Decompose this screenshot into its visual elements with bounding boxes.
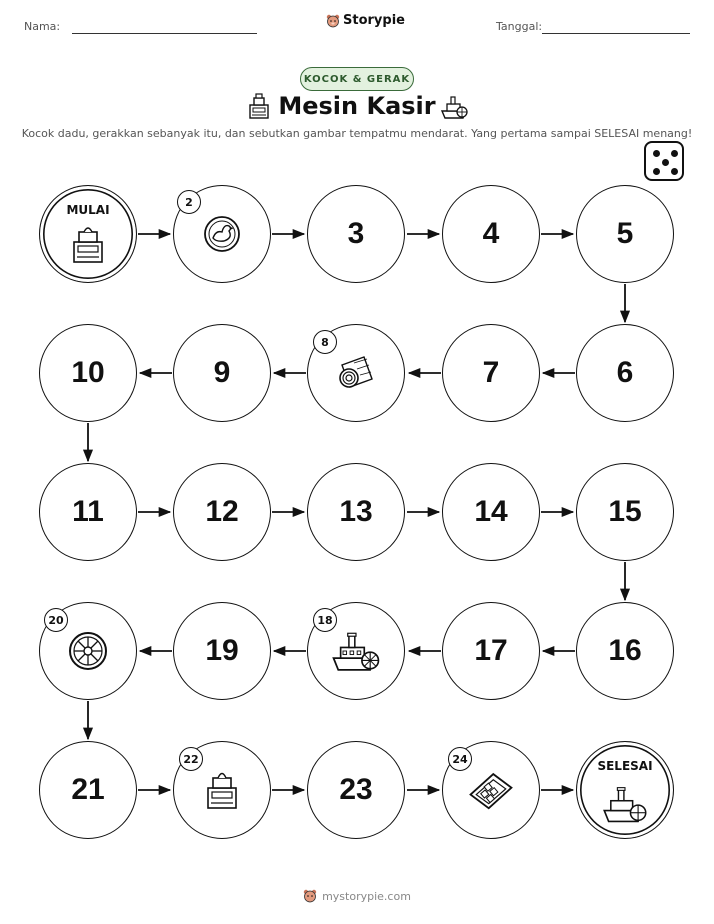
- space-number: 10: [71, 356, 105, 389]
- board-space-5: [576, 185, 674, 283]
- board-space-16: [576, 602, 674, 700]
- board-space-19: [173, 602, 271, 700]
- space-number-badge: 20: [44, 608, 68, 632]
- board-space-10: [39, 324, 137, 422]
- cash-register-icon: [200, 768, 244, 812]
- space-number: 23: [339, 773, 373, 806]
- space-number: 19: [205, 634, 239, 667]
- finish-label: SELESAI: [597, 759, 653, 773]
- activity-badge: KOCOK & GERAK: [300, 67, 414, 91]
- board-space-7: [442, 324, 540, 422]
- steamboat-icon: [601, 780, 649, 828]
- board-space-4: [442, 185, 540, 283]
- space-number: 3: [347, 217, 365, 250]
- space-number-badge: 18: [313, 608, 337, 632]
- name-label: Nama:: [24, 20, 61, 33]
- space-number: 9: [213, 356, 231, 389]
- space-number-badge: 22: [179, 747, 203, 771]
- start-label: MULAI: [66, 203, 110, 217]
- space-number: 16: [608, 634, 642, 667]
- board-space-21: [39, 741, 137, 839]
- board-space-12: [173, 463, 271, 561]
- board-space-6: [576, 324, 674, 422]
- bear-icon: [303, 889, 317, 903]
- page-title: Mesin Kasir: [278, 92, 436, 120]
- board-space-9: [173, 324, 271, 422]
- space-number: 6: [616, 356, 634, 389]
- footer-url[interactable]: mystorypie.com: [322, 889, 411, 903]
- money-tray-icon: [466, 765, 516, 815]
- board-space-15: [576, 463, 674, 561]
- space-number: 15: [608, 495, 642, 528]
- space-number: 21: [71, 773, 105, 806]
- space-number: 11: [72, 495, 104, 528]
- board-space-17: [442, 602, 540, 700]
- space-number: 7: [482, 356, 500, 389]
- space-number-badge: 8: [313, 330, 337, 354]
- instructions: Kocok dadu, gerakkan sebanyak itu, dan sebutkan gambar tempatmu mendarat. Yang pertama sampai SELESAI menang!: [21, 127, 693, 140]
- board-space-3: [307, 185, 405, 283]
- board-space-11: [39, 463, 137, 561]
- steamboat-icon: [330, 625, 382, 677]
- space-number: 4: [482, 217, 500, 250]
- wheel-icon: [66, 629, 110, 673]
- space-number: 5: [616, 217, 634, 250]
- space-number-badge: 2: [177, 190, 201, 214]
- date-label: Tanggal:: [496, 20, 543, 33]
- footer: [0, 889, 714, 903]
- paper-roll-icon: [334, 351, 378, 395]
- start-space: [39, 185, 137, 283]
- finish-space: [576, 741, 674, 839]
- duck-coin-icon: [200, 212, 244, 256]
- space-number: 17: [474, 634, 508, 667]
- space-number: 13: [339, 495, 373, 528]
- space-number: 14: [474, 495, 508, 528]
- space-number-badge: 24: [448, 747, 472, 771]
- space-number: 12: [205, 495, 239, 528]
- board-space-14: [442, 463, 540, 561]
- board-space-13: [307, 463, 405, 561]
- cash-register-icon: [67, 224, 109, 266]
- brand-name: Storypie: [343, 13, 405, 28]
- board-space-23: [307, 741, 405, 839]
